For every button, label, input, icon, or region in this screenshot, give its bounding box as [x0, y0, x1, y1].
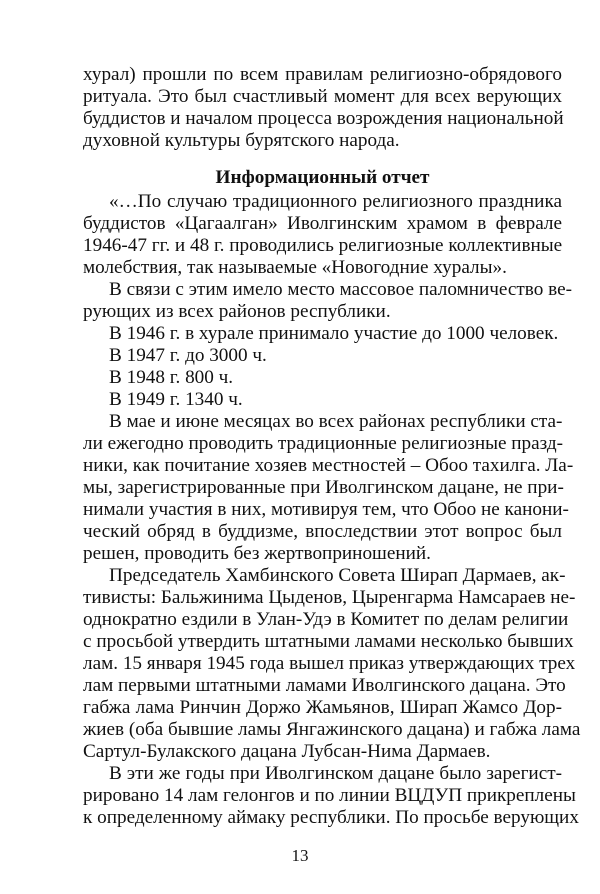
text-line: ческий обряд в буддизме, впоследствии этот вопрос был	[83, 521, 562, 542]
text-line: Сартул-Булакского дацана Лубсан-Нима Дармаев.	[83, 741, 491, 762]
text-line: ритуала. Это был счастливый момент для всех верующих	[83, 86, 562, 107]
paragraph	[83, 64, 562, 152]
text-line: рировано 14 лам гелонгов и по линии ВЦДУП прикреплены	[83, 785, 576, 806]
text-line: В мае и июне месяцах во всех районах республики ста-	[109, 411, 563, 432]
text-line: нимали участия в них, мотивируя тем, что Обоо не канони-	[83, 499, 569, 520]
document-body	[83, 64, 581, 829]
text-line: 1946-47 гг. и 48 г. проводились религиозные коллективные	[83, 235, 563, 256]
text-line: В связи с этим имело место массовое паломничество ве-	[109, 279, 572, 300]
text-line: лам первыми штатными ламами Иволгинского дацана. Это	[83, 675, 566, 696]
text-line: В 1947 г. до 3000 ч.	[109, 345, 267, 366]
paragraph	[83, 367, 562, 389]
paragraph	[83, 411, 574, 565]
text-line: ники, как почитание хозяев местностей – Обоо тахилга. Ла-	[83, 455, 574, 476]
text-line: буддистов и началом процесса возрождения национальной	[83, 108, 564, 129]
text-line: лам. 15 января 1945 года вышел приказ утверждающих трех	[83, 653, 576, 674]
text-line: В 1949 г. 1340 ч.	[109, 389, 243, 410]
text-line: с просьбой утвердить штатными ламами несколько бывших	[83, 631, 574, 652]
section-heading	[83, 167, 562, 189]
text-line: «…По случаю традиционного религиозного праздника	[109, 191, 562, 212]
text-line: мы, зарегистрированные при Иволгинском дацане, не при-	[83, 477, 564, 498]
text-line: В 1946 г. в хурале принимало участие до 1000 человек.	[109, 323, 559, 344]
text-line: хурал) прошли по всем правилам религиозно-обрядового	[83, 64, 562, 85]
text-line: к определенному аймаку республики. По просьбе верующих	[83, 807, 579, 828]
text-line: тивисты: Бальжинима Цыденов, Цыренгарма Намсараев не-	[83, 587, 576, 608]
text-line: жиев (оба бывшие ламы Янгажинского дацана) и габжа лама	[83, 719, 581, 740]
paragraph	[83, 323, 562, 345]
heading-text: Информационный отчет	[215, 167, 430, 188]
text-line: габжа лама Ринчин Доржо Жамьянов, Ширап Жамсо Дор-	[83, 697, 562, 718]
paragraph	[83, 763, 579, 829]
text-line: В эти же годы при Иволгинском дацане было зарегист-	[109, 763, 562, 784]
paragraph	[83, 389, 562, 411]
text-line: ли ежегодно проводить традиционные религиозные празд-	[83, 433, 564, 454]
text-line: В 1948 г. 800 ч.	[109, 367, 234, 388]
text-line: Председатель Хамбинского Совета Ширап Дармаев, ак-	[109, 565, 566, 586]
text-line: молебствия, так называемые «Новогодние хуралы».	[83, 257, 507, 278]
text-line: буддистов «Цагаалган» Иволгинским храмом в феврале	[83, 213, 562, 234]
text-line: духовной культуры бурятского народа.	[83, 130, 400, 151]
page-number: 13	[291, 846, 309, 865]
text-line: рующих из всех районов республики.	[83, 301, 391, 322]
text-line: решен, проводить без жертвоприношений.	[83, 543, 431, 564]
paragraph	[83, 191, 562, 279]
paragraph	[83, 345, 562, 367]
paragraph	[83, 565, 581, 763]
text-line: однократно ездили в Улан-Удэ в Комитет по делам религии	[83, 609, 569, 630]
paragraph	[83, 279, 572, 323]
